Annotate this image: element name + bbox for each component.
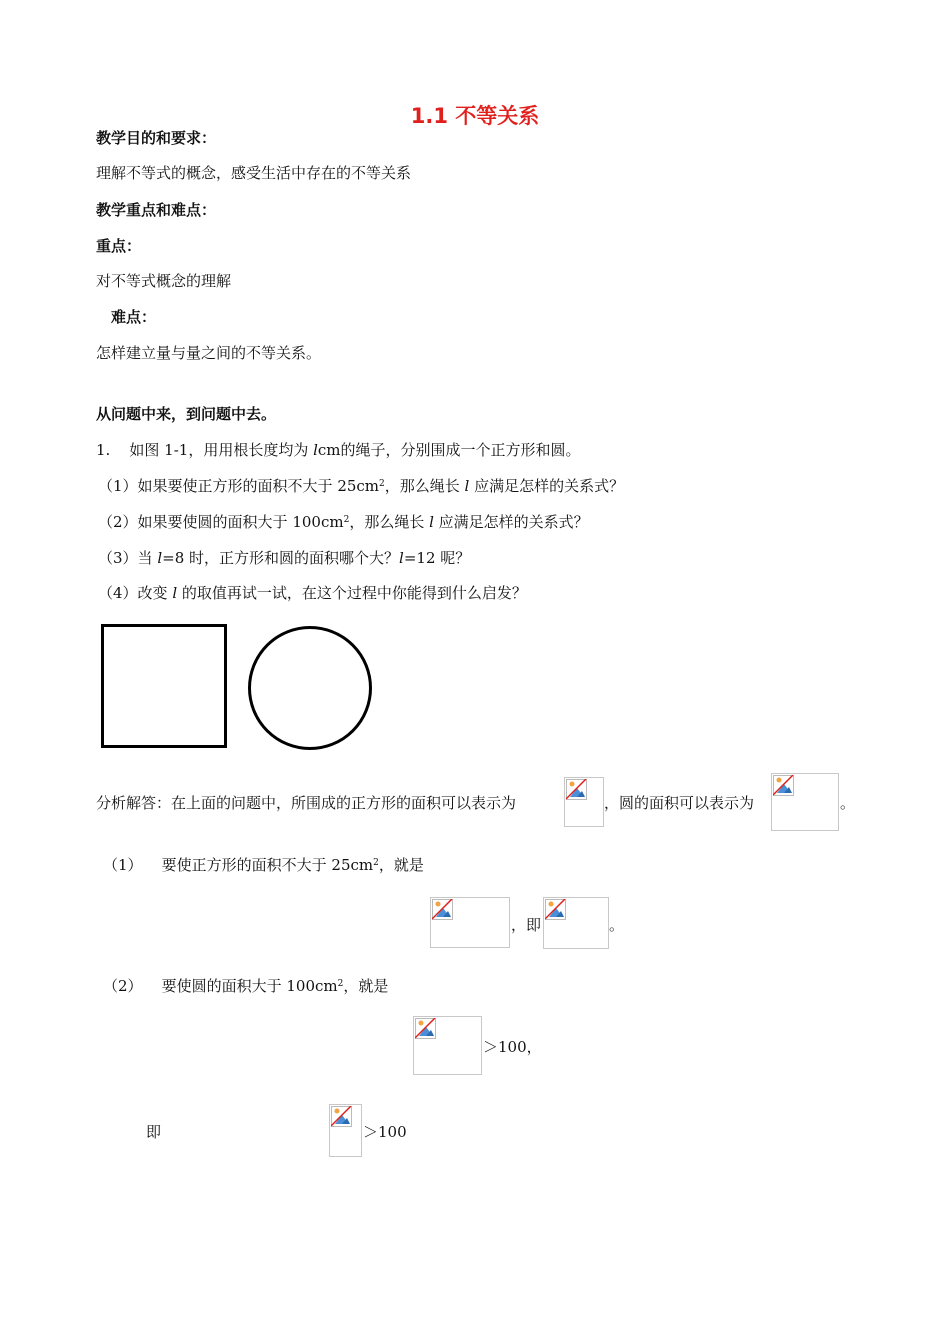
formula-image-square-area [564, 777, 604, 827]
q3-text: （3）当 [98, 549, 158, 567]
objectives-text: 理解不等式的概念，感受生活中存在的不等关系 [96, 164, 412, 182]
key-point-text: 对不等式概念的理解 [96, 272, 232, 290]
problem-number: 1. [96, 441, 111, 459]
var-l: l [313, 441, 318, 459]
part1-separator: ，即 [511, 916, 542, 934]
analysis-text-2: ，圆的面积可以表示为 [604, 794, 755, 812]
part2-gt-1: ＞100， [483, 1038, 542, 1056]
circle-figure [248, 626, 372, 750]
key-point-label: 重点： [96, 237, 142, 255]
objectives-heading: 教学目的和要求： [96, 129, 217, 147]
q2-sup: 2 [343, 515, 350, 525]
section-heading: 从问题中来，到问题中去。 [96, 405, 277, 423]
question-3 [98, 548, 470, 568]
part2-after: ，就是 [343, 977, 389, 995]
q3-mid2: =12 呢？ [403, 549, 471, 567]
problem-intro-before: 如图 1-1，用用根长度均为 [129, 441, 314, 459]
part1-text: 要使正方形的面积不大于 25cm [161, 856, 374, 874]
q1-after: 应满足怎样的关系式？ [469, 477, 625, 495]
part-1 [103, 855, 424, 875]
q3-mid1: =8 时，正方形和圆的面积哪个大？ [162, 549, 400, 567]
formula-image-part1-a [430, 897, 510, 948]
q2-mid: ，那么绳长 [349, 513, 430, 531]
q4-text: （4）改变 [98, 584, 173, 602]
part1-end: 。 [609, 916, 625, 934]
part2-label: （2） [103, 977, 143, 995]
broken-image-icon [415, 1018, 437, 1040]
broken-image-icon [432, 899, 454, 921]
part2-sup: 2 [337, 979, 344, 989]
broken-image-icon [773, 775, 795, 797]
var-l: l [429, 513, 434, 531]
problem-intro [96, 440, 581, 460]
analysis-text-3: 。 [840, 794, 856, 812]
formula-image-circle-area [771, 773, 839, 831]
broken-image-icon [545, 899, 567, 921]
question-2 [98, 512, 589, 532]
formula-image-part2-b [329, 1104, 362, 1157]
difficulty-label: 难点： [111, 308, 157, 326]
part1-sup: 2 [373, 858, 379, 868]
var-l: l [172, 584, 178, 602]
key-difficulty-heading: 教学重点和难点： [96, 201, 217, 219]
broken-image-icon [331, 1106, 353, 1128]
q1-sup: 2 [379, 479, 385, 489]
part2-text: 要使圆的面积大于 100cm [161, 977, 338, 995]
difficulty-text: 怎样建立量与量之间的不等关系。 [96, 344, 322, 362]
square-figure [101, 624, 227, 748]
problem-intro-after: cm的绳子，分别围成一个正方形和圆。 [317, 441, 581, 459]
var-l: l [399, 549, 404, 567]
part-2 [103, 976, 388, 996]
formula-image-part2-a [413, 1016, 482, 1075]
question-1 [98, 476, 624, 496]
q1-mid: ，那么绳长 [384, 477, 465, 495]
q2-after: 应满足怎样的关系式？ [433, 513, 589, 531]
part2-gt-2: ＞100 [363, 1123, 407, 1141]
analysis-text-1: 分析解答：在上面的问题中，所围成的正方形的面积可以表示为 [96, 794, 517, 812]
part2-ji: 即 [146, 1123, 162, 1141]
part1-label: （1） [103, 856, 143, 874]
q4-after: 的取值再试一试，在这个过程中你能得到什么启发？ [177, 584, 527, 602]
broken-image-icon [566, 779, 588, 801]
formula-image-part1-b [543, 897, 609, 949]
var-l: l [464, 477, 470, 495]
question-4 [98, 583, 527, 603]
part1-after: ，就是 [378, 856, 424, 874]
var-l: l [157, 549, 163, 567]
q1-text: （1）如果要使正方形的面积不大于 25cm [98, 477, 380, 495]
q2-text: （2）如果要使圆的面积大于 100cm [98, 513, 344, 531]
page-title: 1.1 不等关系 [410, 104, 540, 128]
